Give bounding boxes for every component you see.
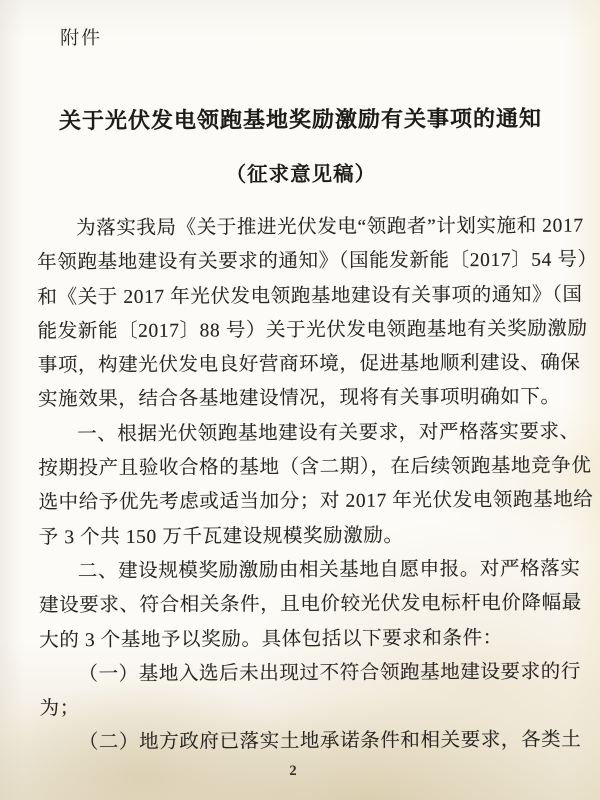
body-line: 为； [39, 698, 80, 720]
body-line: 建设要求、符合相关条件，且电价较光伏发电标杆电价降幅最 [39, 592, 582, 617]
body-line: 二、建设规模奖励激励由相关基地自愿申报。对严格落实 [77, 558, 581, 583]
page-number: 2 [289, 763, 297, 779]
body-line: 选中给予优先考虑或适当加分；对 2017 年光伏发电领跑基地给 [38, 489, 594, 514]
body-line: 一、根据光伏领跑基地建设有关要求，对严格落实要求、 [77, 421, 580, 445]
document-body [37, 210, 598, 762]
body-line: 实施效果，结合各基地建设情况，现将有关事项明确如下。 [37, 387, 561, 411]
body-line: 按期投产且验收合格的基地（含二期），在后续领跑基地竞争优 [38, 455, 592, 480]
body-line: 事项，构建光伏发电良好营商环境，促进基地顺利建设、确保 [37, 352, 581, 377]
document-title: 关于光伏发电领跑基地奖励激励有关事项的通知 [58, 105, 543, 134]
body-line: 为落实我局《关于推进光伏发电“领跑者”计划实施和 2017 [76, 215, 584, 240]
body-line: 能发新能〔2017〕88 号）关于光伏发电领跑基地有关奖励激励 [37, 318, 588, 343]
body-line: 年领跑基地建设有关要求的通知》（国能发新能〔2017〕54 号） [37, 249, 598, 274]
document-subtitle: （征求意见稿） [225, 163, 377, 187]
attachment-label: 附件 [60, 28, 103, 50]
body-line: （二）地方政府已落实土地承诺条件和相关要求，各类土 [78, 729, 582, 754]
body-line: 予 3 个共 150 万千瓦建设规模奖励激励。 [38, 525, 404, 549]
body-line: （一）基地入选后未出现过不符合领跑基地建设要求的行 [78, 661, 581, 686]
body-line: 大的 3 个基地予以奖励。具体包括以下要求和条件： [39, 627, 503, 651]
body-line: 和《关于 2017 年光伏发电领跑基地建设有关事项的通知》（国 [37, 284, 583, 308]
